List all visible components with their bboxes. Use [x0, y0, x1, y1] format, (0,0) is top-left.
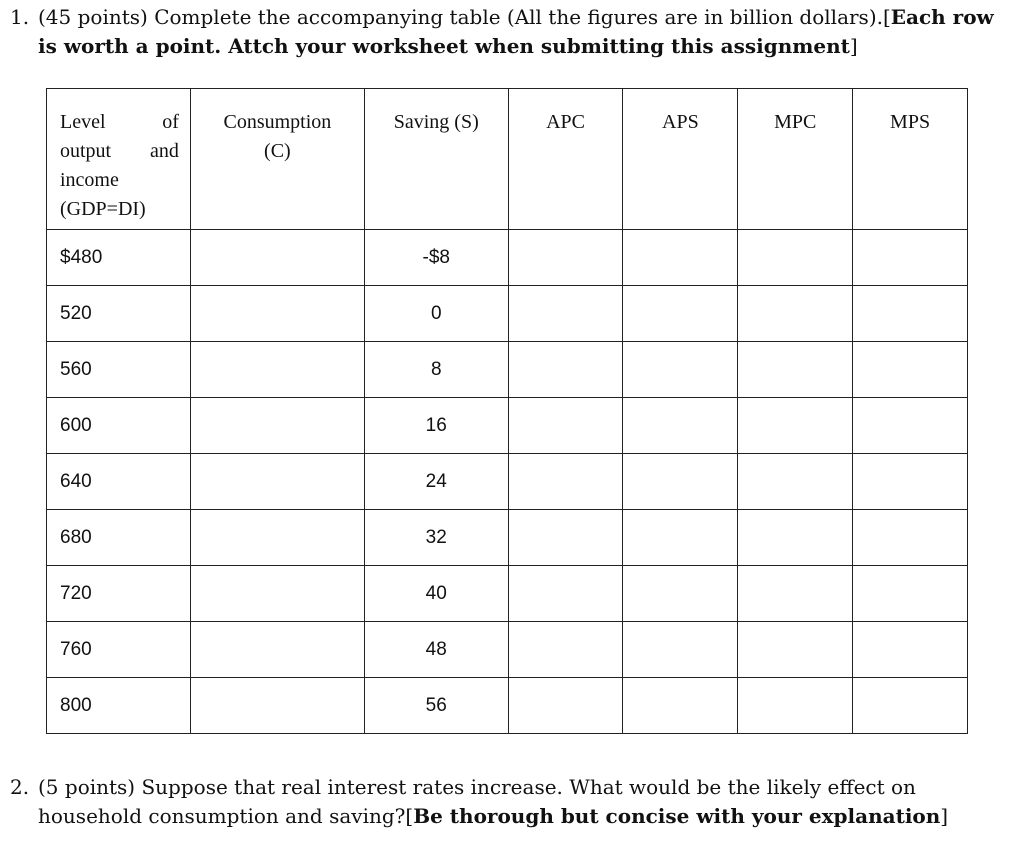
mpc-cell[interactable] — [738, 454, 853, 510]
income-cell: 800 — [47, 678, 191, 734]
consumption-cell[interactable] — [190, 678, 364, 734]
mpc-cell[interactable] — [738, 622, 853, 678]
question-1-instruction: Each row is worth a point. Attch your worksheet when submitting this assignment — [38, 5, 994, 58]
consumption-cell[interactable] — [190, 510, 364, 566]
table-row — [47, 454, 968, 510]
header-level-of-output: Level of output and income (GDP=DI) — [47, 89, 191, 230]
question-1-bracket-close: ] — [849, 34, 858, 58]
question-1-number: 1. — [10, 5, 30, 29]
income-cell: 640 — [47, 454, 191, 510]
apc-cell[interactable] — [508, 398, 623, 454]
apc-cell[interactable] — [508, 622, 623, 678]
saving-cell: 40 — [364, 566, 508, 622]
mpc-cell[interactable] — [738, 510, 853, 566]
table-row — [47, 678, 968, 734]
saving-cell: 24 — [364, 454, 508, 510]
saving-cell: 56 — [364, 678, 508, 734]
header-apc: APC — [508, 89, 623, 230]
question-2-number: 2. — [10, 775, 30, 799]
question-2-text — [10, 773, 1014, 831]
question-1-bracket-open: [ — [882, 5, 891, 29]
saving-cell: 32 — [364, 510, 508, 566]
mpc-cell[interactable] — [738, 566, 853, 622]
saving-cell: 48 — [364, 622, 508, 678]
mps-cell[interactable] — [853, 566, 968, 622]
apc-cell[interactable] — [508, 342, 623, 398]
income-cell: 520 — [47, 286, 191, 342]
header-aps: APS — [623, 89, 738, 230]
income-cell: 720 — [47, 566, 191, 622]
question-2-instruction: Be thorough but concise with your explanation — [413, 804, 941, 828]
mps-cell[interactable] — [853, 678, 968, 734]
mpc-cell[interactable] — [738, 678, 853, 734]
table-row — [47, 286, 968, 342]
table-row — [47, 342, 968, 398]
header-row — [47, 89, 968, 230]
income-cell: 560 — [47, 342, 191, 398]
header-saving: Saving (S) — [364, 89, 508, 230]
consumption-cell[interactable] — [190, 454, 364, 510]
mpc-cell[interactable] — [738, 398, 853, 454]
question-2-intro: (5 points) Suppose that real interest rates increase. What would be the likely effect on household consumption and saving? — [38, 775, 916, 828]
aps-cell[interactable] — [623, 510, 738, 566]
mps-cell[interactable] — [853, 622, 968, 678]
header-mpc: MPC — [738, 89, 853, 230]
mpc-cell[interactable] — [738, 230, 853, 286]
mpc-cell[interactable] — [738, 286, 853, 342]
question-1-text — [10, 3, 1014, 61]
aps-cell[interactable] — [623, 678, 738, 734]
income-cell: 760 — [47, 622, 191, 678]
mps-cell[interactable] — [853, 286, 968, 342]
table-row — [47, 510, 968, 566]
mps-cell[interactable] — [853, 510, 968, 566]
consumption-cell[interactable] — [190, 286, 364, 342]
question-1 — [10, 3, 1014, 61]
income-cell: 600 — [47, 398, 191, 454]
apc-cell[interactable] — [508, 510, 623, 566]
consumption-cell[interactable] — [190, 342, 364, 398]
apc-cell[interactable] — [508, 454, 623, 510]
saving-cell: 0 — [364, 286, 508, 342]
table-row — [47, 230, 968, 286]
header-mps: MPS — [853, 89, 968, 230]
consumption-cell[interactable] — [190, 622, 364, 678]
question-2 — [10, 773, 1014, 831]
mps-cell[interactable] — [853, 230, 968, 286]
apc-cell[interactable] — [508, 566, 623, 622]
table-row — [47, 398, 968, 454]
saving-cell: 16 — [364, 398, 508, 454]
apc-cell[interactable] — [508, 678, 623, 734]
header-consumption: Consumption (C) — [190, 89, 364, 230]
mps-cell[interactable] — [853, 454, 968, 510]
income-cell: 680 — [47, 510, 191, 566]
worksheet-table — [46, 88, 968, 734]
income-cell: $480 — [47, 230, 191, 286]
saving-cell: -$8 — [364, 230, 508, 286]
aps-cell[interactable] — [623, 342, 738, 398]
aps-cell[interactable] — [623, 566, 738, 622]
aps-cell[interactable] — [623, 454, 738, 510]
consumption-cell[interactable] — [190, 230, 364, 286]
table-row — [47, 566, 968, 622]
question-2-bracket-open: [ — [405, 804, 414, 828]
consumption-cell[interactable] — [190, 566, 364, 622]
mpc-cell[interactable] — [738, 342, 853, 398]
question-1-intro: (45 points) Complete the accompanying table (All the figures are in billion dollars). — [38, 5, 883, 29]
mps-cell[interactable] — [853, 398, 968, 454]
saving-cell: 8 — [364, 342, 508, 398]
aps-cell[interactable] — [623, 622, 738, 678]
question-2-bracket-close: ] — [940, 804, 949, 828]
consumption-cell[interactable] — [190, 398, 364, 454]
aps-cell[interactable] — [623, 398, 738, 454]
table-row — [47, 622, 968, 678]
aps-cell[interactable] — [623, 286, 738, 342]
apc-cell[interactable] — [508, 230, 623, 286]
aps-cell[interactable] — [623, 230, 738, 286]
apc-cell[interactable] — [508, 286, 623, 342]
mps-cell[interactable] — [853, 342, 968, 398]
